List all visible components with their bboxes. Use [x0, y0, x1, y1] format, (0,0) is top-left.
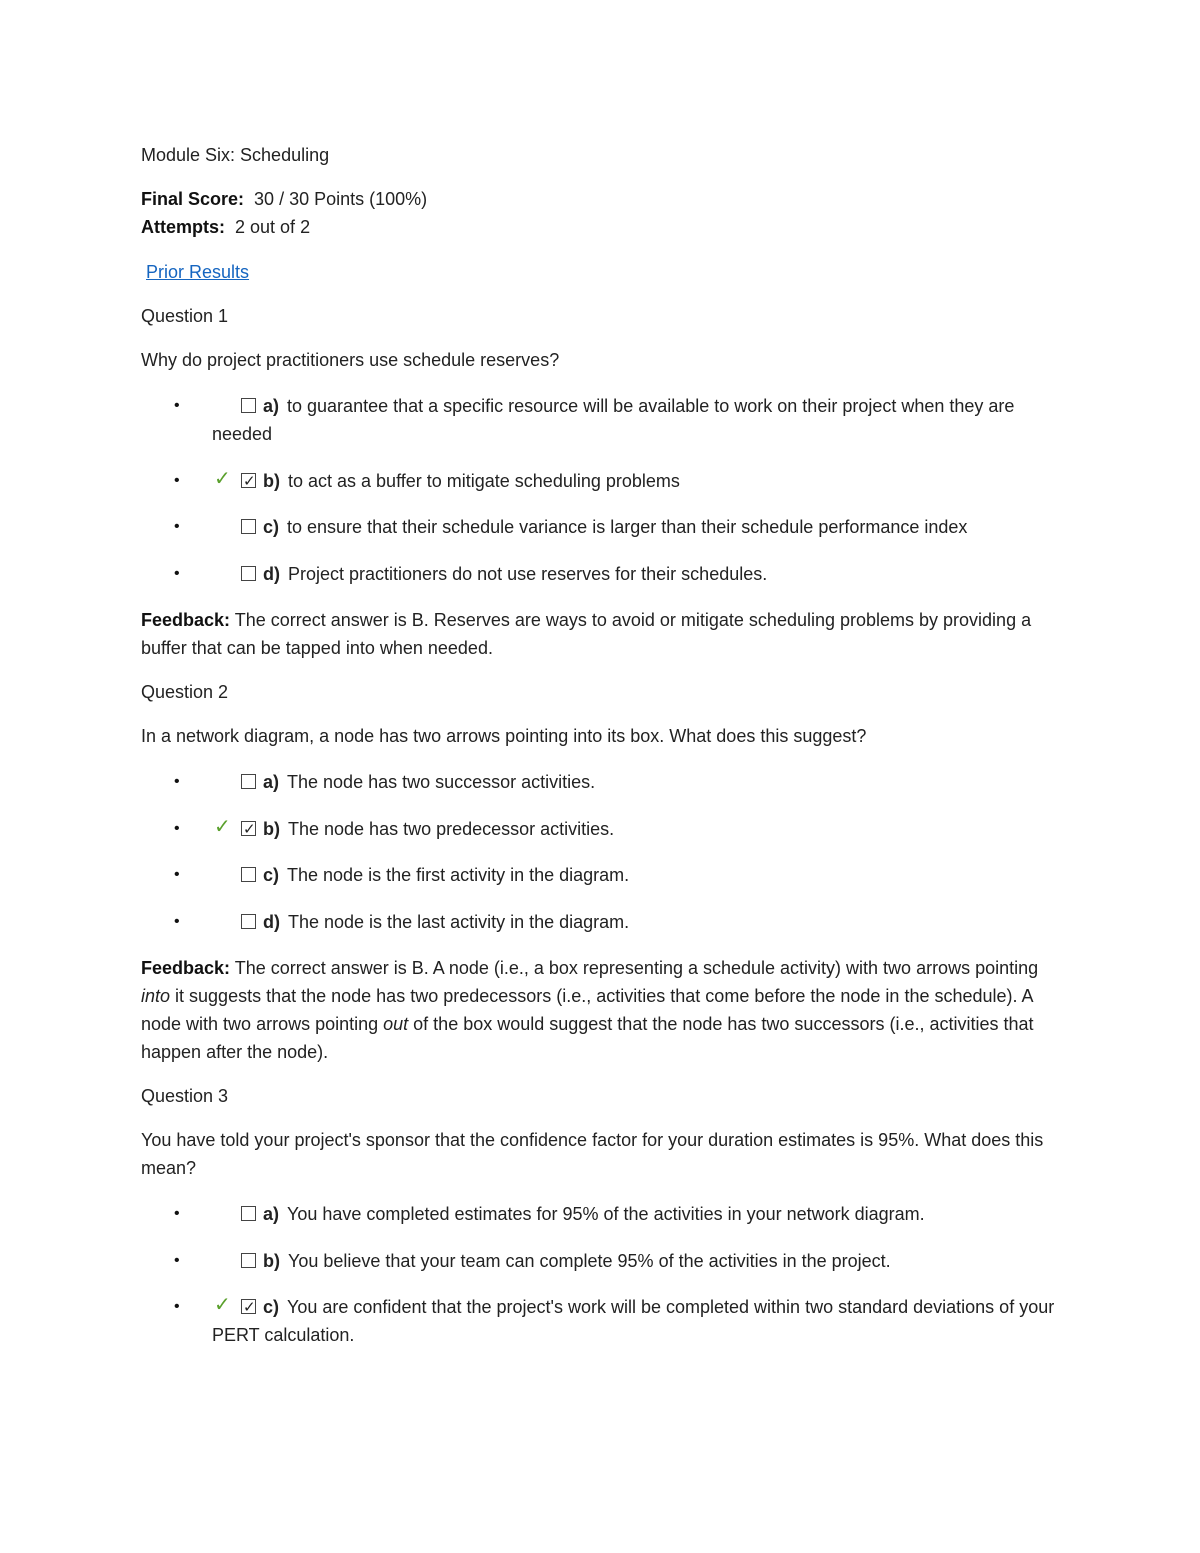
question-3-options	[141, 1200, 1061, 1349]
checkbox-checked-icon[interactable]	[241, 1299, 256, 1314]
bullet-icon: •	[174, 912, 180, 930]
checkbox-checked-icon[interactable]	[241, 473, 256, 488]
bullet-icon: •	[174, 866, 180, 883]
question-1-heading: Question 1	[141, 306, 229, 326]
question-3-option-c[interactable]: • ✓ ✓ c) You are confident that the project's work will be completed within two standard deviations of your PERT calculation.	[141, 1293, 1061, 1349]
question-2-option-d[interactable]: • d) The node is the last activity in the diagram.	[141, 908, 1061, 936]
feedback-label: Feedback:	[141, 610, 231, 630]
feedback-label: Feedback:	[141, 958, 231, 978]
attempts	[141, 213, 1061, 241]
bullet-icon: •	[174, 819, 180, 837]
final-score-value: 30 / 30 Points (100%)	[254, 189, 428, 209]
checkbox-unchecked-icon[interactable]	[241, 566, 256, 581]
checkbox-checked-icon[interactable]	[241, 821, 256, 836]
bullet-icon: •	[174, 1298, 180, 1315]
bullet-icon: •	[174, 564, 180, 582]
bullet-icon: •	[174, 397, 180, 414]
correct-check-icon: ✓	[214, 815, 231, 838]
question-1-option-c[interactable]: • c) to ensure that their schedule variance is larger than their schedule performance index	[141, 513, 1061, 541]
question-2-text: In a network diagram, a node has two arrows pointing into its box. What does this suggest?	[141, 726, 867, 746]
question-3-option-a[interactable]: • a) You have completed estimates for 95% of the activities in your network diagram.	[141, 1200, 1061, 1228]
correct-check-icon: ✓	[214, 1294, 231, 1316]
attempts-label: Attempts:	[141, 217, 225, 237]
bullet-icon: •	[174, 1205, 180, 1222]
bullet-icon: •	[174, 1251, 180, 1269]
question-1-option-d[interactable]: • d) Project practitioners do not use reserves for their schedules.	[141, 560, 1061, 588]
question-1-option-a[interactable]: • a) to guarantee that a specific resource will be available to work on their project when they are needed	[141, 392, 1061, 448]
question-3-heading: Question 3	[141, 1086, 229, 1106]
bullet-icon: •	[174, 471, 180, 489]
question-2-option-a[interactable]: • a) The node has two successor activities.	[141, 768, 1061, 796]
question-1-feedback: Feedback: The correct answer is B. Reserves are ways to avoid or mitigate scheduling problems by providing a buffer that can be tapped into when needed.	[141, 610, 1032, 658]
question-3-text: You have told your project's sponsor that the confidence factor for your duration estimates is 95%. What does this mean?	[141, 1130, 1044, 1178]
checkbox-unchecked-icon[interactable]	[241, 1206, 256, 1221]
question-1-option-b[interactable]: • ✓ ✓ b) to act as a buffer to mitigate scheduling problems	[141, 467, 1061, 495]
prior-results-link[interactable]: Prior Results	[146, 262, 250, 282]
checkbox-unchecked-icon[interactable]	[241, 398, 256, 413]
question-2-heading: Question 2	[141, 682, 229, 702]
question-2-option-c[interactable]: • c) The node is the first activity in the diagram.	[141, 861, 1061, 889]
question-2-feedback: Feedback: The correct answer is B. A node (i.e., a box representing a schedule activity) with two arrows pointing into it suggests that the node has two predecessors (i.e., activities that come before the node in the schedule). A node with two arrows pointing out of the box would suggest that the node has two successors (i.e., activities that happen after the node).	[141, 958, 1039, 1062]
question-3-option-b[interactable]: • b) You believe that your team can complete 95% of the activities in the project.	[141, 1247, 1061, 1275]
checkbox-unchecked-icon[interactable]	[241, 867, 256, 882]
bullet-icon: •	[174, 773, 180, 790]
question-1-text: Why do project practitioners use schedule reserves?	[141, 350, 560, 370]
bullet-icon: •	[174, 518, 180, 535]
checkbox-unchecked-icon[interactable]	[241, 1253, 256, 1268]
quiz-results-page	[141, 141, 1061, 1368]
correct-check-icon: ✓	[214, 467, 231, 490]
question-2-options	[141, 768, 1061, 936]
final-score	[141, 185, 1061, 213]
question-2-option-b[interactable]: • ✓ ✓ b) The node has two predecessor activities.	[141, 815, 1061, 843]
final-score-label: Final Score:	[141, 189, 245, 209]
checkbox-unchecked-icon[interactable]	[241, 774, 256, 789]
attempts-value: 2 out of 2	[235, 217, 311, 237]
module-title: Module Six: Scheduling	[141, 145, 330, 165]
checkbox-unchecked-icon[interactable]	[241, 519, 256, 534]
checkbox-unchecked-icon[interactable]	[241, 914, 256, 929]
question-1-options	[141, 392, 1061, 588]
